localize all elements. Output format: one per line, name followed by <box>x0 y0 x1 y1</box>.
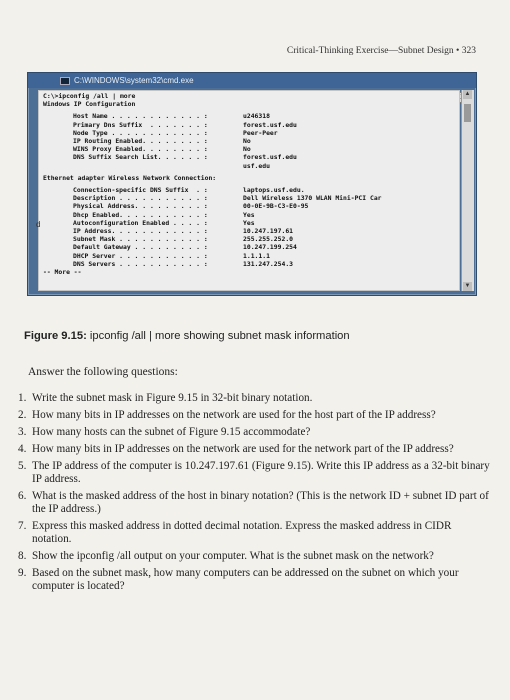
question-item <box>18 392 490 405</box>
config-row <box>73 235 455 243</box>
figure-caption <box>24 330 350 342</box>
cmd-icon <box>60 77 70 85</box>
config-key: Autoconfiguration Enabled . . . . : <box>73 218 208 227</box>
question-number: 7. <box>18 520 27 532</box>
config-key: Node Type . . . . . . . . . . . . : <box>73 128 208 137</box>
figure-label: Figure 9.15: <box>24 330 87 342</box>
question-number: 5. <box>18 460 27 472</box>
config-key: DHCP Server . . . . . . . . . . . : <box>73 251 208 260</box>
question-text: How many bits in IP addresses on the network are used for the network part of the IP address? <box>32 443 454 455</box>
config-row <box>73 260 455 268</box>
config-key: Dhcp Enabled. . . . . . . . . . . : <box>73 210 208 219</box>
scroll-down-icon: ▼ <box>464 283 471 289</box>
question-number: 9. <box>18 567 27 579</box>
config-key: Primary Dns Suffix . . . . . . . : <box>73 120 208 129</box>
config-value: 131.247.254.3 <box>243 259 294 268</box>
config-value: Yes <box>243 218 255 227</box>
command-line: C:\>ipconfig /all | more <box>43 92 136 100</box>
cmd-window-screenshot <box>27 72 477 296</box>
question-item <box>18 443 490 456</box>
config-key: Physical Address. . . . . . . . . : <box>73 202 208 211</box>
question-text: How many bits in IP addresses on the network are used for the host part of the IP address? <box>32 409 436 421</box>
config-row <box>73 153 455 161</box>
console-output <box>38 90 460 291</box>
question-text: Write the subnet mask in Figure 9.15 in 32-bit binary notation. <box>32 392 313 404</box>
config-key <box>73 162 243 170</box>
question-number: 4. <box>18 443 27 455</box>
margin-mark: d <box>36 220 41 229</box>
question-number: 8. <box>18 550 27 562</box>
question-number: 2. <box>18 409 27 421</box>
question-text: Express this masked address in dotted decimal notation. Express the masked address in CIDR notation. <box>32 520 452 545</box>
config-key: WINS Proxy Enabled. . . . . . . . : <box>73 145 208 154</box>
config-row <box>73 137 455 145</box>
question-list <box>18 392 490 597</box>
question-item <box>18 490 490 516</box>
question-text: What is the masked address of the host in binary notation? (This is the network ID + subnet ID part of the IP address.) <box>32 490 489 515</box>
config-row <box>73 227 455 235</box>
config-key: Connection-specific DNS Suffix . : <box>73 186 208 195</box>
config-row <box>73 121 455 129</box>
question-item <box>18 550 490 563</box>
question-item <box>18 460 490 486</box>
ethernet-adapter-heading: Ethernet adapter Wireless Network Connection: <box>43 173 217 182</box>
question-text: How many hosts can the subnet of Figure 9.15 accommodate? <box>32 426 311 438</box>
console-scrollbar <box>461 90 474 291</box>
question-item <box>18 567 490 593</box>
config-key: IP Routing Enabled. . . . . . . . : <box>73 137 208 146</box>
more-prompt: -- More -- <box>43 268 82 277</box>
config-row <box>73 252 455 260</box>
config-key: IP Address. . . . . . . . . . . . : <box>73 227 208 236</box>
page-header <box>0 46 510 56</box>
config-row <box>73 194 455 202</box>
config-row <box>73 162 455 170</box>
question-number: 3. <box>18 426 27 438</box>
cmd-title: C:\WINDOWS\system32\cmd.exe <box>74 76 194 85</box>
config-key: DNS Suffix Search List. . . . . . : <box>73 153 208 162</box>
config-value: 1.1.1.1 <box>243 251 270 260</box>
scroll-up-icon: ▲ <box>464 91 471 97</box>
config-key: DNS Servers . . . . . . . . . . . : <box>73 259 208 268</box>
config-row <box>73 202 455 210</box>
config-value: 255.255.252.0 <box>243 235 294 244</box>
config-key: Description . . . . . . . . . . . : <box>73 194 208 203</box>
cmd-titlebar <box>28 73 476 88</box>
host-config-rows <box>43 112 455 169</box>
config-value: forest.usf.edu <box>243 153 297 162</box>
config-value: Yes <box>243 210 255 219</box>
config-row <box>73 186 455 194</box>
questions-intro: Answer the following questions: <box>28 366 178 378</box>
config-key: Default Gateway . . . . . . . . . : <box>73 243 208 252</box>
config-row <box>73 243 455 251</box>
config-value: No <box>243 137 251 146</box>
config-row <box>73 211 455 219</box>
config-row <box>73 219 455 227</box>
config-row <box>73 129 455 137</box>
config-value: Peer-Peer <box>243 128 278 137</box>
config-row <box>73 145 455 153</box>
question-text: Show the ipconfig /all output on your computer. What is the subnet mask on the network? <box>32 550 434 562</box>
config-value: 10.247.197.61 <box>243 227 294 236</box>
config-value: laptops.usf.edu. <box>243 186 305 195</box>
windows-ip-heading: Windows IP Configuration <box>43 100 136 109</box>
config-value: forest.usf.edu <box>243 120 297 129</box>
config-value: usf.edu <box>243 161 270 170</box>
question-text: The IP address of the computer is 10.247.197.61 (Figure 9.15). Write this IP address as a 32-bit binary IP address. <box>32 460 490 485</box>
figure-caption-text: ipconfig /all | more showing subnet mask information <box>86 330 350 342</box>
question-number: 6. <box>18 490 27 502</box>
question-text: Based on the subnet mask, how many computers can be addressed on the subnet on which your computer is located? <box>32 567 459 592</box>
adapter-config-rows <box>43 186 455 268</box>
question-item <box>18 520 490 546</box>
question-number: 1. <box>18 392 27 404</box>
running-header: Critical-Thinking Exercise—Subnet Design • 323 <box>286 46 476 56</box>
config-value: 00-0E-9B-C3-E0-95 <box>243 202 309 211</box>
config-value: No <box>243 145 251 154</box>
config-value: Dell Wireless 1370 WLAN Mini-PCI Car <box>243 194 382 203</box>
question-item <box>18 409 490 422</box>
scroll-thumb <box>464 104 471 122</box>
config-value: 10.247.199.254 <box>243 243 297 252</box>
config-key: Host Name . . . . . . . . . . . . : <box>73 112 208 121</box>
config-key: Subnet Mask . . . . . . . . . . . : <box>73 235 208 244</box>
config-row <box>73 112 455 120</box>
config-value: u246318 <box>243 112 270 121</box>
question-item <box>18 426 490 439</box>
